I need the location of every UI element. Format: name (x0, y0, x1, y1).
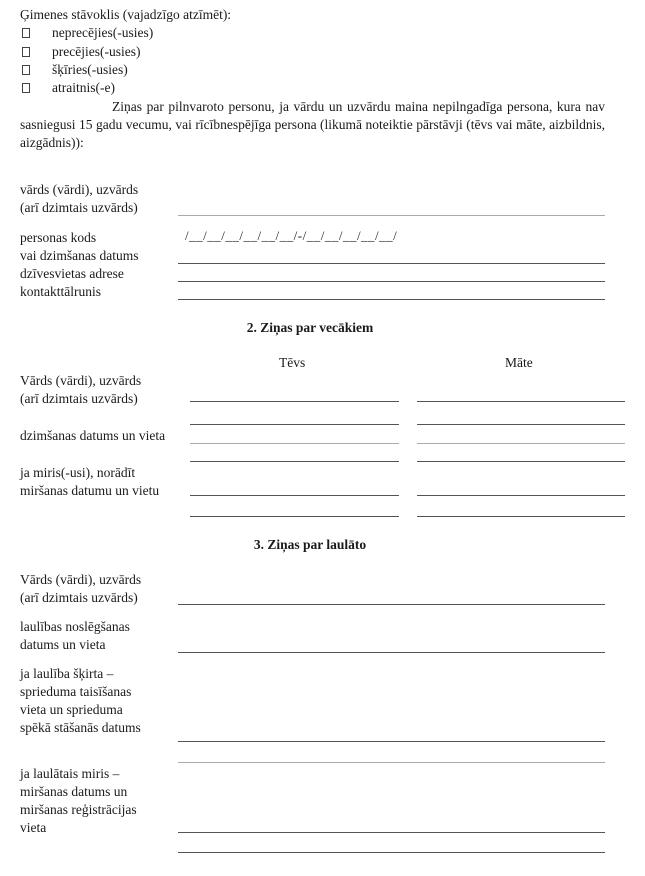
spouse-death-label-4: vieta (20, 820, 47, 835)
spouse-divorce-label-2: sprieduma taisīšanas (20, 684, 132, 699)
parents-name-label-2: (arī dzimtais uzvārds) (20, 391, 138, 406)
parents-death-label-1: ja miris(-usi), norādīt (20, 465, 136, 480)
rep-name-label-2: (arī dzimtais uzvārds) (20, 200, 138, 215)
family-status-title: Ģimenes stāvoklis (vajadzīgo atzīmēt): (20, 7, 232, 22)
father-name-line-2[interactable] (190, 424, 399, 425)
spouse-marriage-label-1: laulības noslēgšanas (20, 619, 130, 634)
representative-intro: Ziņas par pilnvaroto personu, ja vārdu un uzvārdu maina nepilngadīga persona, kura nav sasniegusi 15 gadu vecumu, vai rīcībnespējīga persona (likumā noteiktie pārstāvji (tēvs vai māte, aizbildnis, aizgādnis)): (20, 99, 605, 150)
spouse-death-line-2[interactable] (178, 852, 605, 853)
spouse-divorce-label-3: vieta un sprieduma (20, 702, 123, 717)
checkbox-widowed[interactable] (22, 83, 30, 93)
mother-birth-line[interactable] (417, 443, 625, 444)
spouse-name-label-1: Vārds (vārdi), uzvārds (20, 572, 142, 587)
checkbox-divorced[interactable] (22, 65, 30, 75)
rep-code-label-2: vai dzimšanas datums (20, 248, 139, 263)
parents-heading: 2. Ziņas par vecākiem (246, 320, 374, 335)
spouse-divorce-line-2[interactable] (178, 762, 605, 763)
rep-name-label-1: vārds (vārdi), uzvārds (20, 182, 139, 197)
spouse-divorce-label-4: spēkā stāšanās datums (20, 720, 141, 735)
rep-phone-label: kontakttālrunis (20, 284, 101, 299)
spouse-death-label-1: ja laulātais miris – (20, 766, 120, 781)
father-birth-line-2[interactable] (190, 461, 399, 462)
mother-name-line[interactable] (417, 401, 625, 402)
spouse-marriage-line[interactable] (178, 652, 605, 653)
rep-name-line[interactable] (178, 215, 605, 216)
mother-name-line-2[interactable] (417, 424, 625, 425)
checkbox-married[interactable] (22, 47, 30, 57)
spouse-name-label-2: (arī dzimtais uzvārds) (20, 590, 138, 605)
spouse-name-line[interactable] (178, 604, 605, 605)
parents-death-label-2: miršanas datumu un vietu (20, 483, 160, 498)
father-death-line-2[interactable] (190, 516, 399, 517)
mother-death-line-2[interactable] (417, 516, 625, 517)
col-father: Tēvs (279, 355, 306, 370)
spouse-death-label-3: miršanas reģistrācijas (20, 802, 137, 817)
rep-phone-line[interactable] (178, 299, 605, 300)
spouse-heading: 3. Ziņas par laulāto (253, 537, 367, 552)
father-birth-line[interactable] (190, 443, 399, 444)
col-mother: Māte (505, 355, 533, 370)
rep-birthdate-line[interactable] (178, 263, 605, 264)
rep-address-label: dzīvesvietas adrese (20, 266, 124, 281)
option-divorced-label: šķīries(-usies) (52, 62, 128, 77)
parents-birth-label: dzimšanas datums un vieta (20, 428, 166, 443)
rep-code-label-1: personas kods (20, 230, 97, 245)
spouse-marriage-label-2: datums un vieta (20, 637, 106, 652)
option-married-label: precējies(-usies) (52, 44, 141, 59)
checkbox-unmarried[interactable] (22, 28, 30, 38)
option-widowed-label: atraitnis(-e) (52, 80, 115, 95)
parents-name-label-1: Vārds (vārdi), uzvārds (20, 373, 142, 388)
spouse-divorce-line[interactable] (178, 741, 605, 742)
spouse-divorce-label-1: ja laulība šķirta – (20, 666, 114, 681)
spouse-death-line[interactable] (178, 832, 605, 833)
father-name-line[interactable] (190, 401, 399, 402)
mother-death-line[interactable] (417, 495, 625, 496)
option-unmarried-label: neprecējies(-usies) (52, 25, 154, 40)
spouse-death-label-2: miršanas datums un (20, 784, 128, 799)
rep-address-line[interactable] (178, 281, 605, 282)
father-death-line[interactable] (190, 495, 399, 496)
mother-birth-line-2[interactable] (417, 461, 625, 462)
personal-code-field[interactable]: /__/__/__/__/__/__/-/__/__/__/__/__/ (185, 228, 398, 243)
